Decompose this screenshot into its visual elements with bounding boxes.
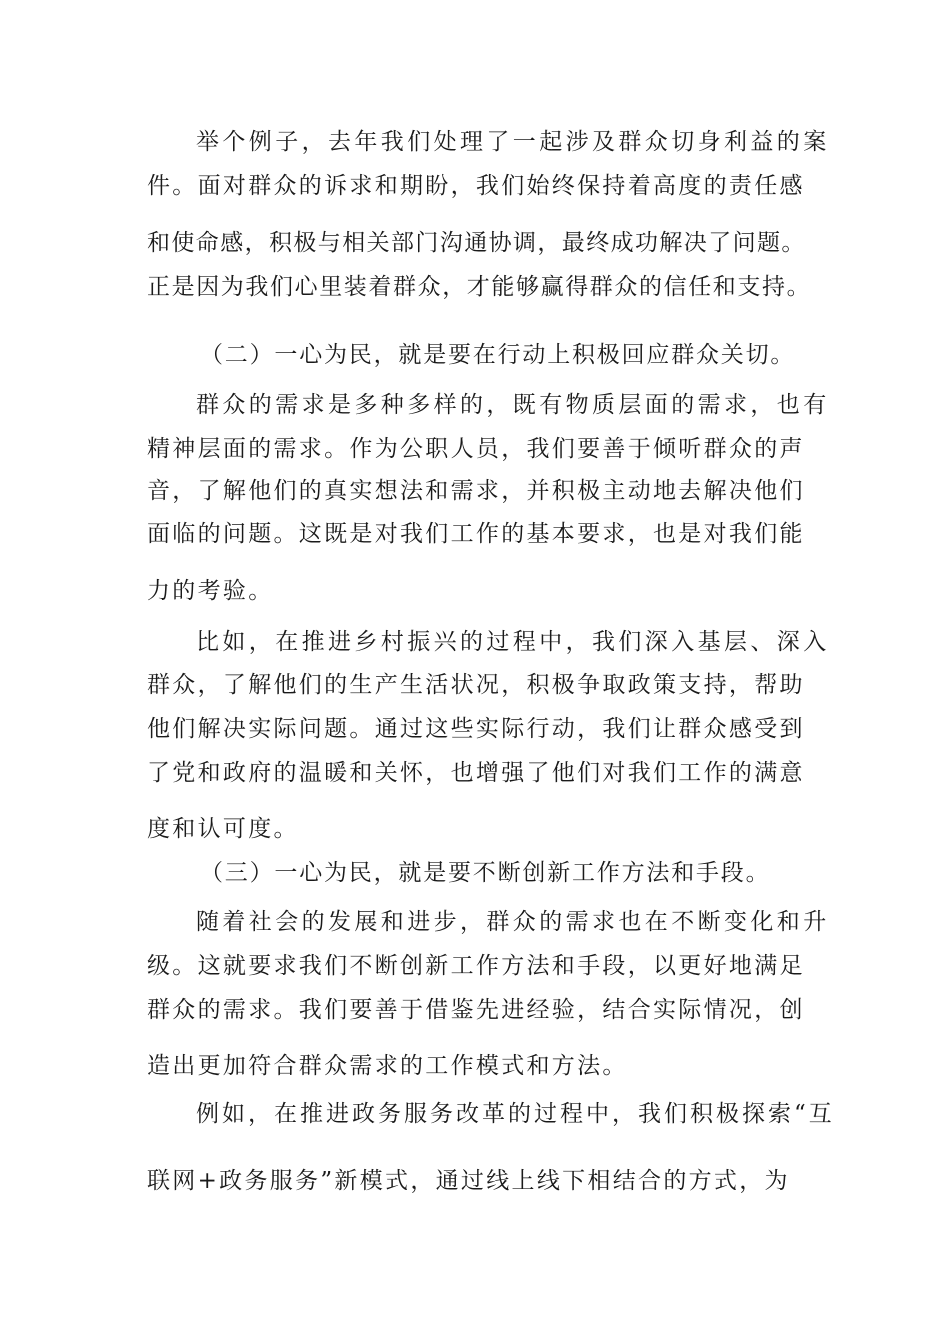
text-line: 他们解决实际问题。通过这些实际行动，我们让群众感受到: [147, 716, 805, 742]
text-line: 联网+政务服务”新模式，通过线上线下相结合的方式，为: [147, 1168, 790, 1194]
text-line: 举个例子，去年我们处理了一起涉及群众切身利益的案: [196, 129, 830, 155]
text-line: 群众的需求。我们要善于借鉴先进经验，结合实际情况，创: [147, 997, 805, 1023]
text-line: 和使命感，积极与相关部门沟通协调，最终成功解决了问题。: [147, 230, 806, 256]
text-line: 精神层面的需求。作为公职人员，我们要善于倾听群众的声: [147, 436, 805, 462]
text-line: 造出更加符合群众需求的工作模式和方法。: [147, 1053, 628, 1079]
text-line: 力的考验。: [147, 578, 274, 604]
text-line: 面临的问题。这既是对我们工作的基本要求，也是对我们能: [147, 521, 805, 547]
section-heading: （二）一心为民，就是要在行动上积极回应群众关切。: [200, 342, 796, 368]
text-line: 随着社会的发展和进步，群众的需求也在不断变化和升: [196, 909, 830, 935]
section-heading: （三）一心为民，就是要不断创新工作方法和手段。: [200, 860, 771, 886]
text-line: 群众的需求是多种多样的，既有物质层面的需求，也有: [196, 392, 830, 418]
text-line: 件。面对群众的诉求和期盼，我们始终保持着高度的责任感: [147, 173, 805, 199]
text-line: 音，了解他们的真实想法和需求，并积极主动地去解决他们: [147, 478, 805, 504]
text-line: 比如，在推进乡村振兴的过程中，我们深入基层、深入: [196, 629, 830, 655]
text-line: 级。这就要求我们不断创新工作方法和手段，以更好地满足: [147, 953, 805, 979]
text-line: 度和认可度。: [147, 816, 299, 842]
text-line: 正是因为我们心里装着群众，才能够赢得群众的信任和支持。: [147, 274, 812, 300]
text-line: 群众，了解他们的生产生活状况，积极争取政策支持，帮助: [147, 672, 805, 698]
text-line: 了党和政府的温暖和关怀，也增强了他们对我们工作的满意: [147, 760, 805, 786]
text-line: 例如，在推进政务服务改革的过程中，我们积极探索“互: [196, 1101, 835, 1127]
